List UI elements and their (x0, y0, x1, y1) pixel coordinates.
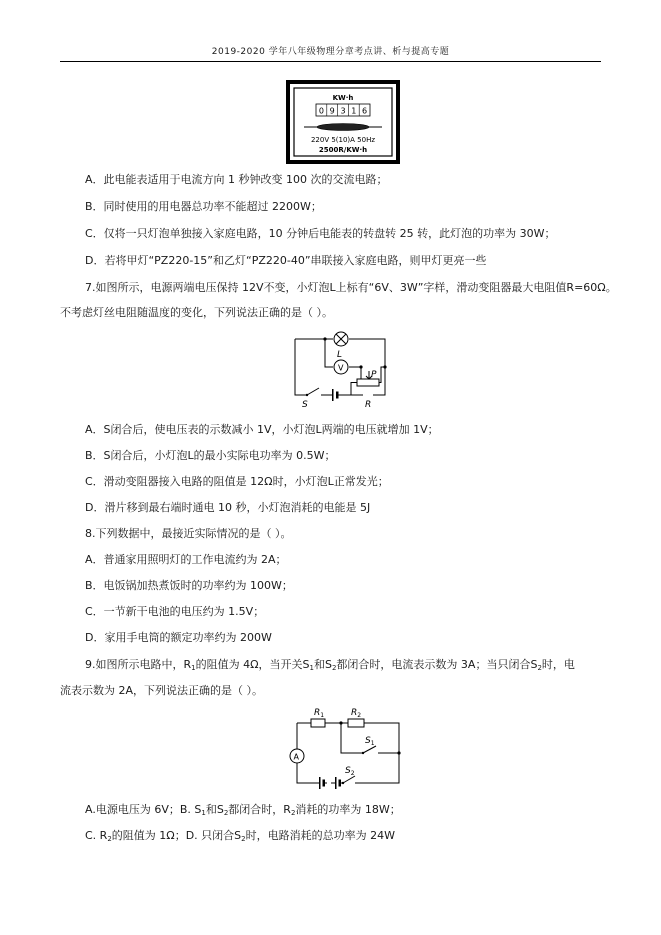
meter-digit: 3 (340, 106, 346, 116)
meter-spec: 220V 5(10)A 50Hz (310, 136, 376, 144)
page-header: 2019-2020 学年八年级物理分章考点讲、析与提高专题 (60, 45, 601, 62)
q9-label-R1: $R_1$ (314, 708, 325, 719)
q9-stem-line1: 9.如图所示电路中，$R_1$的阻值为 4Ω，当开关$S_1$和$S_2$都闭合时，电流表示数为 3A；当只闭合$S_2$时，电 (85, 658, 575, 672)
q8-option-a: A．普通家用照明灯的工作电流约为 2A； (85, 553, 287, 566)
q9-label-S2: $S_2$ (345, 766, 355, 777)
meter-digit: 9 (329, 106, 335, 116)
q9-label-A: A (293, 752, 299, 762)
q6-option-d: D．若将甲灯“PZ220-15”和乙灯“PZ220-40”串联接入家庭电路，则甲灯更亮一些 (85, 254, 487, 267)
energy-meter-figure (286, 80, 400, 164)
meter-digit: 1 (351, 106, 357, 116)
q7-label-V: V (338, 363, 344, 373)
meter-constant: 2500R/KW·h (318, 146, 368, 154)
q7-circuit-diagram (285, 325, 395, 410)
q8-option-b: B．电饭锅加热煮饭时的功率约为 100W； (85, 579, 293, 592)
meter-digit: 0 (318, 106, 324, 116)
q8-stem: 8.下列数据中，最接近实际情况的是（ ）。 (85, 527, 292, 540)
q7-stem-line2: 不考虑灯丝电阻随温度的变化，下列说法正确的是（ ）。 (60, 306, 333, 319)
q6-option-a: A．此电能表适用于电流方向 1 秒钟改变 100 次的交流电路； (85, 173, 388, 186)
q9-circuit-diagram (283, 703, 405, 791)
q9-label-R2: $R_2$ (351, 708, 362, 719)
q8-option-d: D．家用手电筒的额定功率约为 200W (85, 631, 272, 644)
q9-options-line2: C. $R_2$的阻值为 1Ω；D. 只闭合$S_2$时，电路消耗的总功率为 24W (85, 829, 395, 843)
meter-unit: KW·h (332, 94, 354, 102)
q9-options-line1: A.电源电压为 6V；B. $S_1$和$S_2$都闭合时，$R_2$消耗的功率为 18W； (85, 803, 401, 817)
q7-label-S: S (302, 400, 308, 410)
q8-option-c: C．一节新干电池的电压约为 1.5V； (85, 605, 265, 618)
q9-label-S1: $S_1$ (365, 736, 375, 747)
q6-option-b: B．同时使用的用电器总功率不能超过 2200W； (85, 200, 322, 213)
q9-stem-line2: 流表示数为 2A，下列说法正确的是（ ）。 (60, 684, 264, 697)
q7-option-b: B．S闭合后，小灯泡L的最小实际电功率为 0.5W； (85, 449, 336, 462)
q7-label-L: L (337, 350, 343, 360)
q7-option-d: D．滑片移到最右端时通电 10 秒，小灯泡消耗的电能是 5J (85, 501, 371, 514)
q7-label-R: R (365, 400, 372, 410)
meter-digit: 6 (362, 106, 368, 116)
q7-stem-line1: 7.如图所示，电源两端电压保持 12V不变，小灯泡L上标有“6V、3W”字样，滑动变阻器最大电阻值R=60Ω。 (85, 281, 617, 294)
q7-label-P: P (371, 370, 377, 380)
q7-option-a: A．S闭合后，使电压表的示数减小 1V，小灯泡L两端的电压就增加 1V； (85, 423, 439, 436)
meter-rotor-disc (317, 124, 369, 131)
q6-option-c: C．仅将一只灯泡单独接入家庭电路，10 分钟后电能表的转盘转 25 转，此灯泡的功率为 30W； (85, 227, 556, 240)
meter-digit-box (316, 104, 370, 116)
q7-option-c: C．滑动变阻器接入电路的阻值是 12Ω时，小灯泡L正常发光； (85, 475, 389, 488)
